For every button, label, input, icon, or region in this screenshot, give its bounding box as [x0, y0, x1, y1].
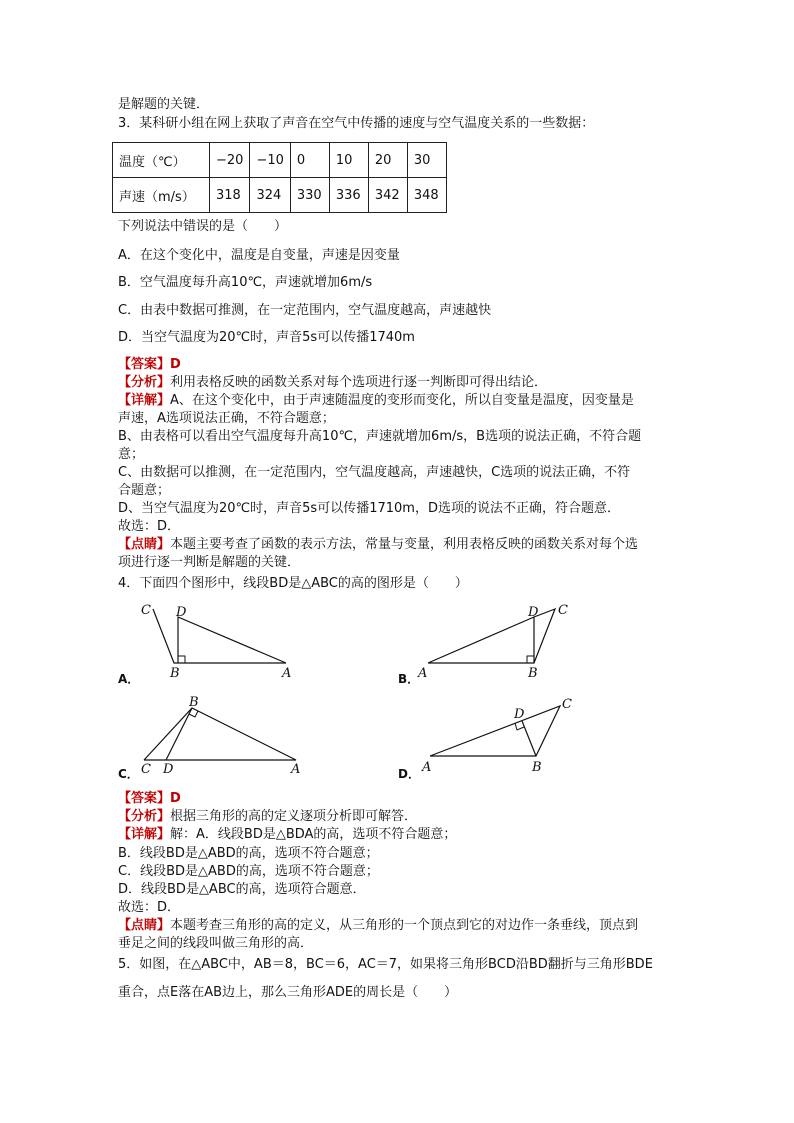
q4-detail-4: D．线段BD是△ABC的高，选项符合题意． [118, 882, 366, 897]
q3-prompt: 下列说法中错误的是（ ） [118, 219, 288, 234]
q4-conclusion: 故选：D． [118, 900, 181, 915]
point-label-a: A [291, 762, 301, 776]
point-label-d: D [163, 762, 174, 776]
analysis-tag: 【分析】 [118, 809, 171, 824]
q3-comment-2: 项进行逐一判断是解题的关键． [118, 555, 301, 570]
right-angle-mark [527, 656, 534, 663]
q4-figure-b [412, 598, 582, 680]
comment-tag: 【点睛】 [118, 537, 171, 552]
q4-detail-3: C．线段BD是△ABD的高，选项不符合题意； [118, 864, 379, 879]
table-cell: 318 [210, 178, 250, 213]
answer-tag: 【答案】 [118, 791, 171, 806]
comment-text: 本题考查三角形的高的定义，从三角形的一个顶点到它的对边作一条垂线，顶点到 [170, 918, 639, 933]
detail-tag: 【详解】 [118, 393, 171, 408]
q3-analysis [118, 374, 547, 392]
point-label-a: A [422, 760, 432, 775]
answer-value: D [170, 791, 181, 806]
q4-option-a-label: A． [118, 672, 140, 686]
q3-detail-2: 声速，A选项说法正确，不符合题意； [118, 411, 335, 426]
table-cell: 0 [290, 143, 329, 178]
point-label-c: C [558, 603, 568, 618]
table-cell: 330 [290, 178, 329, 213]
q3-stem: 3．某科研小组在网上获取了声音在空气中传播的速度与空气温度关系的一些数据： [118, 116, 595, 131]
q4-comment-1 [118, 917, 638, 935]
triangle-lines [153, 609, 286, 663]
q5-stem-line-1: 5．如图，在△ABC中，AB＝8，BC＝6，AC＝7，如果将三角形BCD沿BD翻折与三角形BDE [118, 957, 653, 972]
q3-detail-7: D、当空气温度为20℃时，声音5s可以传播1710m，D选项的说法不正确，符合题意． [118, 501, 620, 516]
q3-option-c: C．由表中数据可推测，在一定范围内，空气温度越高，声速越快 [118, 303, 492, 318]
table-cell: 336 [329, 178, 368, 213]
answer-value: D [170, 357, 181, 372]
q3-detail-1 [118, 392, 634, 410]
q4-analysis [118, 808, 417, 826]
table-cell: 温度（℃） [113, 143, 210, 178]
q4-answer [118, 790, 181, 808]
q3-detail-3: B、由表格可以看出空气温度每升高10℃，声速就增加6m/s，B选项的说法正确，不符合题 [118, 429, 642, 444]
q3-data-table [112, 142, 447, 213]
table-cell: 30 [407, 143, 446, 178]
q4-option-b-label: B． [398, 672, 420, 686]
analysis-tag: 【分析】 [118, 375, 171, 390]
q3-option-b: B．空气温度每升高10℃，声速就增加6m/s [118, 275, 373, 290]
q4-comment-2: 垂足之间的线段叫做三角形的高． [118, 936, 314, 951]
point-label-b: B [189, 695, 199, 710]
table-cell: −10 [250, 143, 290, 178]
q4-figure-c [132, 694, 312, 776]
triangle-lines [430, 706, 560, 756]
table-cell: 10 [329, 143, 368, 178]
point-label-a: A [418, 666, 428, 680]
q4-option-c-label: C． [118, 767, 139, 781]
point-label-d: D [176, 605, 187, 620]
q3-conclusion: 故选：D． [118, 519, 181, 534]
table-row [113, 143, 447, 178]
point-label-d: D [514, 707, 525, 722]
detail-text: A、在这个变化中，由于声速随温度的变形而变化，所以自变量是温度，因变量是 [170, 393, 634, 408]
point-label-c: C [562, 697, 572, 712]
q3-detail-6: 合题意； [118, 483, 171, 498]
altitude-bd [522, 721, 536, 756]
detail-tag: 【详解】 [118, 827, 171, 842]
detail-text: 解：A．线段BD是△BDA的高，选项不符合题意； [170, 827, 457, 842]
point-label-b: B [528, 666, 538, 680]
q3-option-d: D．当空气温度为20℃时，声音5s可以传播1740m [118, 330, 415, 345]
q3-answer [118, 356, 181, 374]
q3-detail-4: 意； [118, 447, 145, 462]
table-cell: −20 [210, 143, 250, 178]
segment-bd [166, 708, 192, 760]
answer-tag: 【答案】 [118, 357, 171, 372]
point-label-c: C [141, 762, 151, 776]
point-label-b: B [532, 760, 542, 775]
table-cell: 342 [368, 178, 407, 213]
q4-stem: 4．下面四个图形中，线段BD是△ABC的高的图形是（ ） [118, 576, 468, 591]
q3-comment-1 [118, 536, 638, 554]
table-cell: 348 [407, 178, 446, 213]
previous-answer-tail: 是解题的关键． [118, 97, 210, 112]
q4-detail-2: B．线段BD是△ABD的高，选项不符合题意； [118, 846, 379, 861]
comment-text: 本题主要考查了函数的表示方法，常量与变量，利用表格反映的函数关系对每个选 [170, 537, 639, 552]
q4-detail-1 [118, 826, 456, 844]
table-cell: 20 [368, 143, 407, 178]
table-row [113, 178, 447, 213]
q4-figure-d [412, 694, 592, 776]
q3-option-a: A．在这个变化中，温度是自变量，声速是因变量 [118, 248, 400, 263]
table-cell: 声速（m/s） [113, 178, 210, 213]
point-label-b: B [170, 666, 180, 680]
q3-detail-5: C、由数据可以推测，在一定范围内，空气温度越高，声速越快，C选项的说法正确，不符 [118, 465, 631, 480]
point-label-a: A [282, 666, 292, 680]
right-angle-mark [178, 656, 185, 663]
triangle-lines [144, 708, 296, 760]
point-label-c: C [141, 603, 151, 618]
q5-stem-line-2: 重合，点E落在AB边上，那么三角形ADE的周长是（ ） [118, 985, 458, 1000]
table-cell: 324 [250, 178, 290, 213]
point-label-d: D [528, 605, 539, 620]
q4-figure-a [132, 598, 302, 680]
comment-tag: 【点睛】 [118, 918, 171, 933]
analysis-text: 根据三角形的高的定义逐项分析即可解答． [170, 809, 418, 824]
q4-option-d-label: D． [398, 767, 420, 781]
analysis-text: 利用表格反映的函数关系对每个选项进行逐一判断即可得出结论． [170, 375, 548, 390]
